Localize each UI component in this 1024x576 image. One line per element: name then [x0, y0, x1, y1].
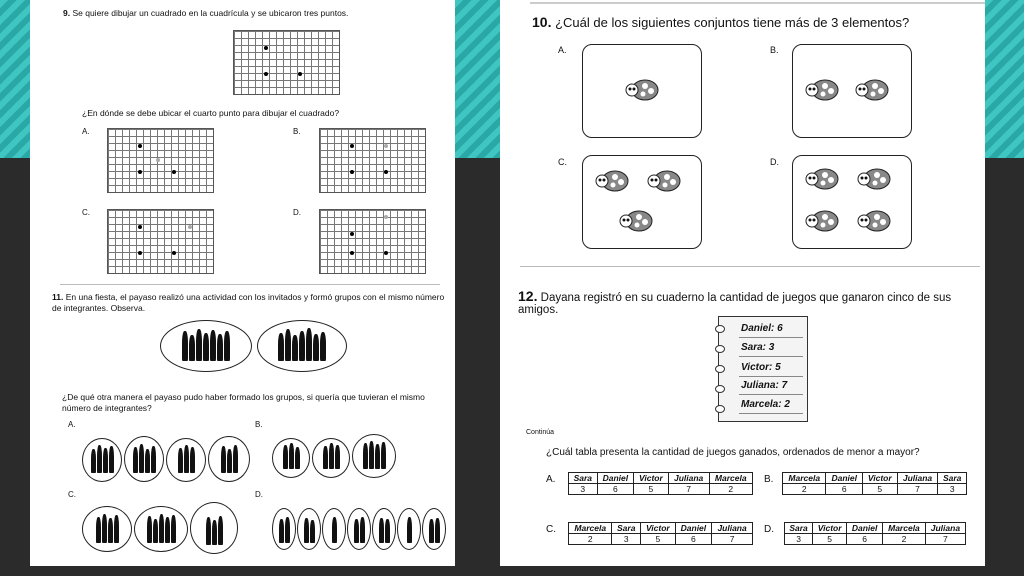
teal-stripe-left — [0, 0, 30, 158]
q10-option-d-label[interactable]: D. — [770, 157, 779, 167]
q11-option-c-groups[interactable] — [82, 502, 242, 556]
q11-number: 11. — [52, 292, 64, 302]
grid-point — [264, 46, 268, 50]
ladybug-icon — [857, 208, 891, 234]
table-cell: 3 — [569, 484, 598, 495]
table-cell: 6 — [675, 534, 712, 545]
grid-point — [138, 144, 142, 148]
table-cell: Victor — [863, 473, 898, 484]
table-cell: 7 — [897, 484, 938, 495]
teal-stripe-right — [985, 0, 1024, 158]
q11-option-a-groups[interactable] — [82, 434, 252, 484]
q12-option-d-table[interactable] — [784, 522, 966, 545]
q11-option-d-groups[interactable] — [272, 506, 447, 554]
table-cell: Marcela — [883, 523, 926, 534]
q10-text: ¿Cuál de los siguientes conjuntos tiene más de 3 elementos? — [555, 15, 910, 30]
table-cell: 5 — [863, 484, 898, 495]
table-cell: 3 — [612, 534, 641, 545]
q10-option-c-label[interactable]: C. — [558, 157, 567, 167]
q11-statement — [52, 292, 447, 314]
ladybug-icon — [805, 208, 839, 234]
table-cell: 7 — [712, 534, 753, 545]
ladybug-icon — [619, 208, 653, 234]
table-cell: Daniel — [826, 473, 863, 484]
grid-point — [350, 251, 354, 255]
q9-question: ¿En dónde se debe ubicar el cuarto punto para dibujar el cuadrado? — [82, 108, 340, 118]
ladybug-icon — [805, 77, 839, 103]
candidate-point — [384, 144, 388, 148]
table-cell: Victor — [641, 523, 676, 534]
candidate-point — [188, 225, 192, 229]
notebook-entry: Daniel: 6 — [741, 323, 783, 334]
q12-question: ¿Cuál tabla presenta la cantidad de juegos ganados, ordenados de menor a mayor? — [546, 447, 920, 458]
grid-point — [298, 72, 302, 76]
table-cell: Sara — [569, 473, 598, 484]
q11-group-oval — [160, 320, 252, 372]
grid-point — [350, 144, 354, 148]
grid-point — [384, 251, 388, 255]
table-cell: Daniel — [675, 523, 712, 534]
table-cell: Sara — [785, 523, 813, 534]
q11-question: ¿De qué otra manera el payaso pudo haber formado los grupos, si quería que tuvieran el mismo número de integrantes? — [62, 392, 425, 413]
table-cell: 3 — [938, 484, 967, 495]
notebook-entry: Sara: 3 — [741, 342, 775, 353]
table-cell: 5 — [641, 534, 676, 545]
grid-point — [172, 170, 176, 174]
q11-option-c-label[interactable]: C. — [68, 490, 76, 499]
q10-option-b-set[interactable] — [792, 44, 912, 138]
grid-point — [138, 170, 142, 174]
table-cell: 7 — [668, 484, 709, 495]
grid-point — [350, 170, 354, 174]
q10-option-a-set[interactable] — [582, 44, 702, 138]
candidate-point — [156, 158, 160, 162]
ladybug-icon — [647, 168, 681, 194]
ladybug-icon — [855, 77, 889, 103]
notebook-entry: Victor: 5 — [741, 362, 781, 373]
table-cell: 6 — [826, 484, 863, 495]
grid-point — [384, 170, 388, 174]
table-cell: Juliana — [925, 523, 965, 534]
q12-option-b-label[interactable]: B. — [764, 474, 774, 485]
q9-option-a-grid[interactable] — [107, 128, 214, 193]
q12-option-c-label[interactable]: C. — [546, 524, 556, 535]
q10-option-b-label[interactable]: B. — [770, 45, 779, 55]
q9-option-b-label[interactable]: B. — [293, 127, 301, 136]
table-cell: 5 — [634, 484, 669, 495]
table-cell: 2 — [783, 484, 826, 495]
table-cell: Juliana — [897, 473, 938, 484]
q12-option-a-label[interactable]: A. — [546, 474, 556, 485]
ladybug-icon — [805, 166, 839, 192]
grid-point — [172, 251, 176, 255]
q9-option-b-grid[interactable] — [319, 128, 426, 193]
ladybug-icon — [857, 166, 891, 192]
q11-option-b-label[interactable]: B. — [255, 420, 263, 429]
table-cell: 6 — [847, 534, 883, 545]
top-divider — [530, 2, 985, 4]
table-cell: 3 — [785, 534, 813, 545]
q11-option-a-label[interactable]: A. — [68, 420, 76, 429]
q12-option-a-table[interactable] — [568, 472, 753, 495]
q10-option-a-label[interactable]: A. — [558, 45, 567, 55]
table-cell: Marcela — [569, 523, 612, 534]
grid-point — [264, 72, 268, 76]
table-cell: 2 — [709, 484, 752, 495]
divider — [520, 266, 980, 267]
q12-number: 12. — [518, 288, 538, 304]
ladybug-icon — [625, 77, 659, 103]
q9-text: Se quiere dibujar un cuadrado en la cuadrícula y se ubicaron tres puntos. — [72, 8, 349, 18]
table-cell: 2 — [569, 534, 612, 545]
continue-label: Continúa — [526, 429, 555, 436]
q9-option-d-grid[interactable] — [319, 209, 426, 274]
table-cell: 2 — [883, 534, 926, 545]
q10-number: 10. — [532, 14, 552, 30]
q11-text: En una fiesta, el payaso realizó una actividad con los invitados y formó grupos con el mismo número de integrantes. Observa. — [52, 292, 445, 313]
divider — [60, 284, 440, 285]
q12-option-b-table[interactable] — [782, 472, 967, 495]
left-page — [30, 0, 455, 566]
grid-point — [138, 225, 142, 229]
q11-group-oval — [257, 320, 347, 372]
q12-option-c-table[interactable] — [568, 522, 753, 545]
table-cell: Marcela — [783, 473, 826, 484]
table-cell: Daniel — [847, 523, 883, 534]
q12-option-d-label[interactable]: D. — [764, 524, 774, 535]
notebook — [718, 316, 808, 422]
table-cell: Marcela — [709, 473, 752, 484]
q12-text: Dayana registró en su cuaderno la cantidad de juegos que ganaron cinco de sus amigos. — [518, 292, 952, 316]
candidate-point — [384, 215, 388, 219]
q12-statement — [518, 288, 983, 316]
q9-option-a-label[interactable]: A. — [82, 127, 90, 136]
q9-option-c-label[interactable]: C. — [82, 208, 90, 217]
grid-point — [350, 232, 354, 236]
table-cell: Sara — [612, 523, 641, 534]
notebook-entry: Marcela: 2 — [741, 399, 790, 410]
q10-statement — [532, 14, 972, 30]
grid-point — [138, 251, 142, 255]
notebook-entry: Juliana: 7 — [741, 380, 788, 391]
table-cell: Juliana — [668, 473, 709, 484]
table-cell: Sara — [938, 473, 967, 484]
table-cell: Juliana — [712, 523, 753, 534]
q9-statement — [63, 8, 443, 19]
teal-stripe-middle — [455, 0, 500, 158]
ladybug-icon — [595, 168, 629, 194]
q9-option-c-grid[interactable] — [107, 209, 214, 274]
table-cell: 6 — [597, 484, 634, 495]
q9-number: 9. — [63, 8, 71, 18]
q9-main-grid — [233, 30, 340, 95]
q10-option-d-set[interactable] — [792, 155, 912, 249]
q11-option-d-label[interactable]: D. — [255, 490, 263, 499]
q9-option-d-label[interactable]: D. — [293, 208, 301, 217]
q10-option-c-set[interactable] — [582, 155, 702, 249]
table-cell: Victor — [634, 473, 669, 484]
q11-option-b-groups[interactable] — [272, 434, 402, 484]
table-cell: Victor — [813, 523, 847, 534]
table-cell: 7 — [925, 534, 965, 545]
table-cell: Daniel — [597, 473, 634, 484]
table-cell: 5 — [813, 534, 847, 545]
